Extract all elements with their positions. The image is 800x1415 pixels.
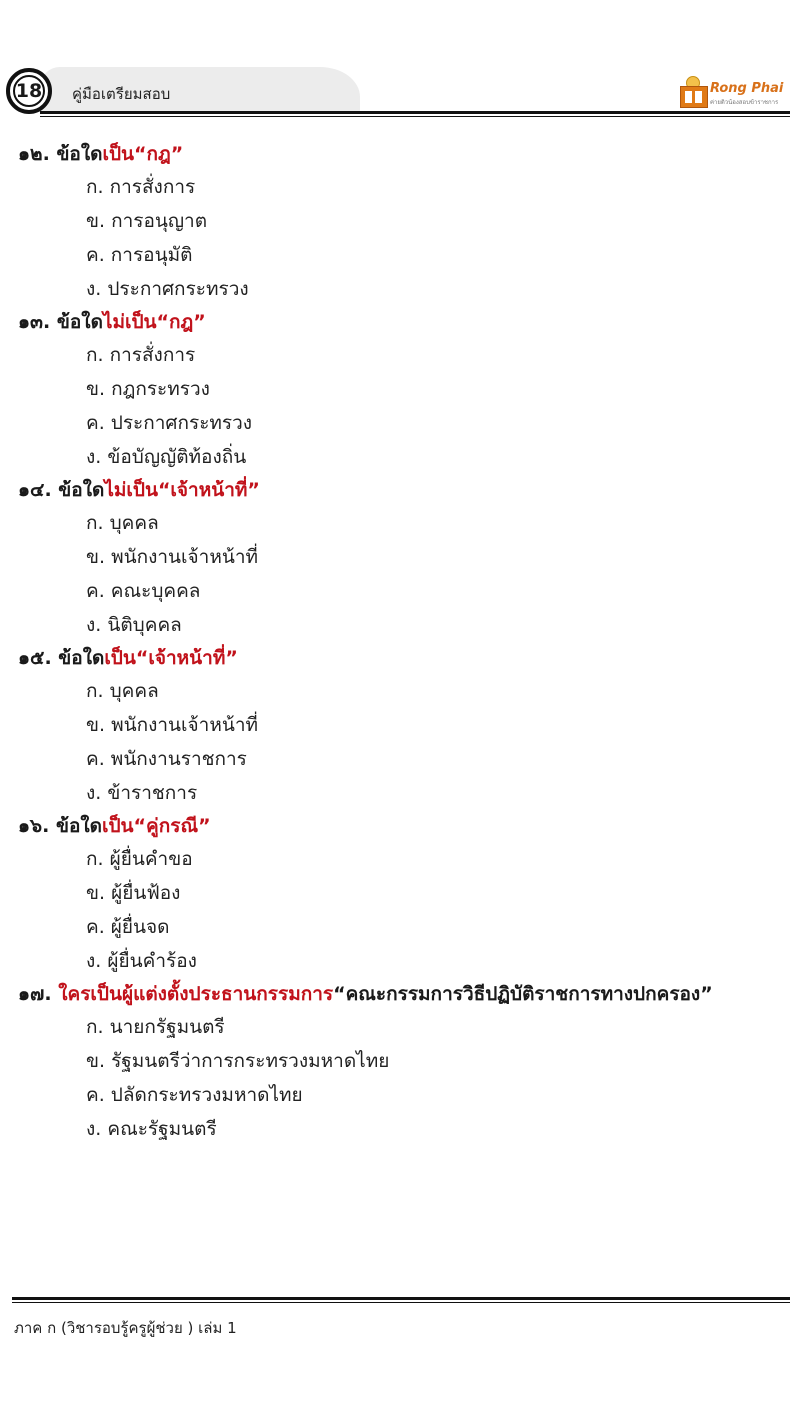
option-d: ง. ประกาศกระทรวง xyxy=(86,278,249,300)
question-stem xyxy=(18,474,800,506)
question-number: ๑๓. xyxy=(18,311,51,333)
question-15 xyxy=(0,642,800,810)
question-highlight: ไม่เป็น xyxy=(104,479,158,501)
question-lead: ข้อใด xyxy=(56,311,103,333)
option-a: ก. ผู้ยื่นคำขอ xyxy=(86,848,193,870)
option-c: ค. ผู้ยื่นจด xyxy=(86,916,170,938)
option-b: ข. รัฐมนตรีว่าการกระทรวงมหาดไทย xyxy=(86,1050,390,1072)
question-term: “เจ้าหน้าที่” xyxy=(157,479,260,501)
question-stem xyxy=(18,642,800,674)
option-b: ข. กฎกระทรวง xyxy=(86,378,210,400)
question-number: ๑๒. xyxy=(18,143,50,165)
option-d: ง. นิติบุคคล xyxy=(86,614,182,636)
option-c: ค. คณะบุคคล xyxy=(86,580,201,602)
rong-phai-logo xyxy=(680,76,790,108)
question-number: ๑๔. xyxy=(18,479,52,501)
option-a: ก. การสั่งการ xyxy=(86,344,196,366)
question-number: ๑๖. xyxy=(18,815,50,837)
option-b: ข. การอนุญาต xyxy=(86,210,208,232)
page-header xyxy=(0,0,800,130)
option-a: ก. การสั่งการ xyxy=(86,176,196,198)
question-lead: ข้อใด xyxy=(58,479,105,501)
question-highlight: เป็น xyxy=(101,815,134,837)
logo-subtext: ค่ายติวน้องสอบข้าราชการ xyxy=(710,99,779,106)
option-b: ข. พนักงานเจ้าหน้าที่ xyxy=(86,714,259,736)
question-lead: ข้อใด xyxy=(56,143,103,165)
question-17 xyxy=(0,978,800,1146)
question-highlight: ใครเป็นผู้แต่งตั้งประธานกรรมการ xyxy=(58,983,334,1005)
question-list xyxy=(0,138,800,1146)
option-d: ง. คณะรัฐมนตรี xyxy=(86,1118,217,1140)
option-c: ค. พนักงานราชการ xyxy=(86,748,247,770)
option-a: ก. บุคคล xyxy=(86,512,159,534)
header-title: คู่มือเตรียมสอบ xyxy=(72,85,171,103)
question-term: “คณะกรรมการวิธีปฏิบัติราชการทางปกครอง” xyxy=(333,983,713,1005)
option-a: ก. นายกรัฐมนตรี xyxy=(86,1016,225,1038)
option-c: ค. ปลัดกระทรวงมหาดไทย xyxy=(86,1084,303,1106)
question-highlight: เป็น xyxy=(104,647,136,669)
option-a: ก. บุคคล xyxy=(86,680,159,702)
logo-text: Rong Phai xyxy=(710,81,784,96)
question-stem xyxy=(18,978,800,1010)
page-number-badge xyxy=(6,68,52,114)
question-term: “คู่กรณี” xyxy=(133,815,211,837)
question-13 xyxy=(0,306,800,474)
question-number: ๑๕. xyxy=(18,647,52,669)
option-d: ง. ข้อบัญญัติท้องถิ่น xyxy=(86,446,247,468)
footer-rule-thin xyxy=(12,1302,790,1303)
question-highlight: ไม่เป็น xyxy=(102,311,157,333)
question-highlight: เป็น xyxy=(102,143,134,165)
question-14 xyxy=(0,474,800,642)
question-stem xyxy=(18,810,800,842)
page-number: 18 xyxy=(15,80,43,102)
question-lead: ข้อใด xyxy=(58,647,105,669)
option-b: ข. ผู้ยื่นฟ้อง xyxy=(86,882,181,904)
question-stem xyxy=(18,306,800,338)
question-number: ๑๗. xyxy=(18,983,52,1005)
header-rule-thin xyxy=(40,116,790,117)
question-term: “กฎ” xyxy=(156,311,206,333)
option-c: ค. การอนุมัติ xyxy=(86,244,193,266)
logo-house-icon xyxy=(680,86,708,108)
footer-text: ภาค ก (วิชารอบรู้ครูผู้ช่วย ) เล่ม 1 xyxy=(14,1319,237,1337)
question-term: “กฎ” xyxy=(134,143,184,165)
option-d: ง. ผู้ยื่นคำร้อง xyxy=(86,950,197,972)
option-d: ง. ข้าราชการ xyxy=(86,782,198,804)
question-stem xyxy=(18,138,800,170)
option-c: ค. ประกาศกระทรวง xyxy=(86,412,253,434)
question-term: “เจ้าหน้าที่” xyxy=(135,647,238,669)
question-12 xyxy=(0,138,800,306)
footer-rule xyxy=(12,1297,790,1300)
header-rule xyxy=(40,111,790,114)
question-lead: ข้อใด xyxy=(55,815,102,837)
question-16 xyxy=(0,810,800,978)
option-b: ข. พนักงานเจ้าหน้าที่ xyxy=(86,546,259,568)
